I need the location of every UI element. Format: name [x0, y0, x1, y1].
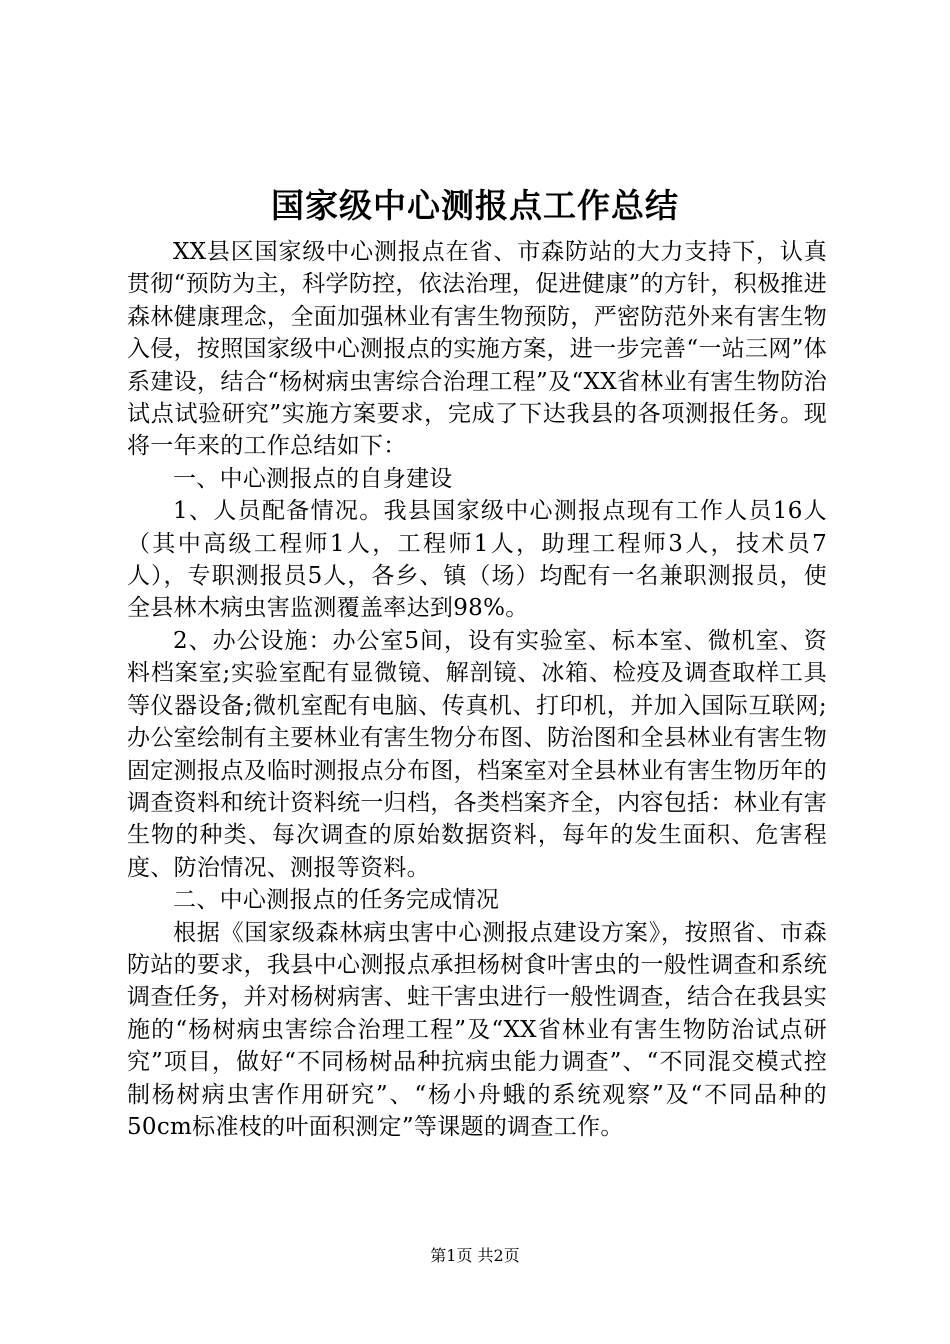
document-body: [127, 236, 827, 1143]
section-heading-1: 一、中心测报点的自身建设: [173, 465, 453, 492]
section-heading-2: 二、中心测报点的任务完成情况: [173, 887, 500, 914]
document-title: 国家级中心测报点工作总结: [271, 186, 679, 225]
paragraph-staffing: 1、人员配备情况。我县国家级中心测报点现有工作人员16人（其中高级工程师1人，工程师1人，助理工程师3人，技术员7人），专职测报员5人，各乡、镇（场）均配有一名兼职测报员，使全县林木病虫害监测覆盖率达到98%。: [127, 498, 827, 622]
paragraph-intro: XX县区国家级中心测报点在省、市森防站的大力支持下，认真贯彻“预防为主，科学防控，依法治理，促进健康”的方针，积极推进森林健康理念，全面加强林业有害生物预防，严密防范外来有害生物入侵，按照国家级中心测报点的实施方案，进一步完善“一站三网”体系建设，结合“杨树病虫害综合治理工程”及“XX省林业有害生物防治试点试验研究”实施方案要求，完成了下达我县的各项测报任务。现将一年来的工作总结如下：: [127, 239, 827, 460]
paragraph-tasks: 根据《国家级森林病虫害中心测报点建设方案》，按照省、市森防站的要求，我县中心测报点承担杨树食叶害虫的一般性调查和系统调查任务，并对杨树病害、蛀干害虫进行一般性调查，结合在我县实施的“杨树病虫害综合治理工程”及“XX省林业有害生物防治试点研究”项目，做好“不同杨树品种抗病虫能力调查”、“不同混交模式控制杨树病虫害作用研究”、“杨小舟蛾的系统观察”及“不同品种的50cm标准枝的叶面积测定”等课题的调查工作。: [127, 919, 827, 1140]
paragraph-facilities: 2、办公设施：办公室5间，设有实验室、标本室、微机室、资料档案室;实验室配有显微镜、解剖镜、冰箱、检疫及调查取样工具等仪器设备;微机室配有电脑、传真机、打印机，并加入国际互联网;办公室绘制有主要林业有害生物分布图、防治图和全县林业有害生物固定测报点及临时测报点分布图，档案室对全县林业有害生物历年的调查资料和统计资料统一归档，各类档案齐全，内容包括：林业有害生物的种类、每次调查的原始数据资料，每年的发生面积、危害程度、防治情况、测报等资料。: [127, 627, 827, 881]
page-number-footer: 第1页 共2页: [430, 1246, 520, 1265]
